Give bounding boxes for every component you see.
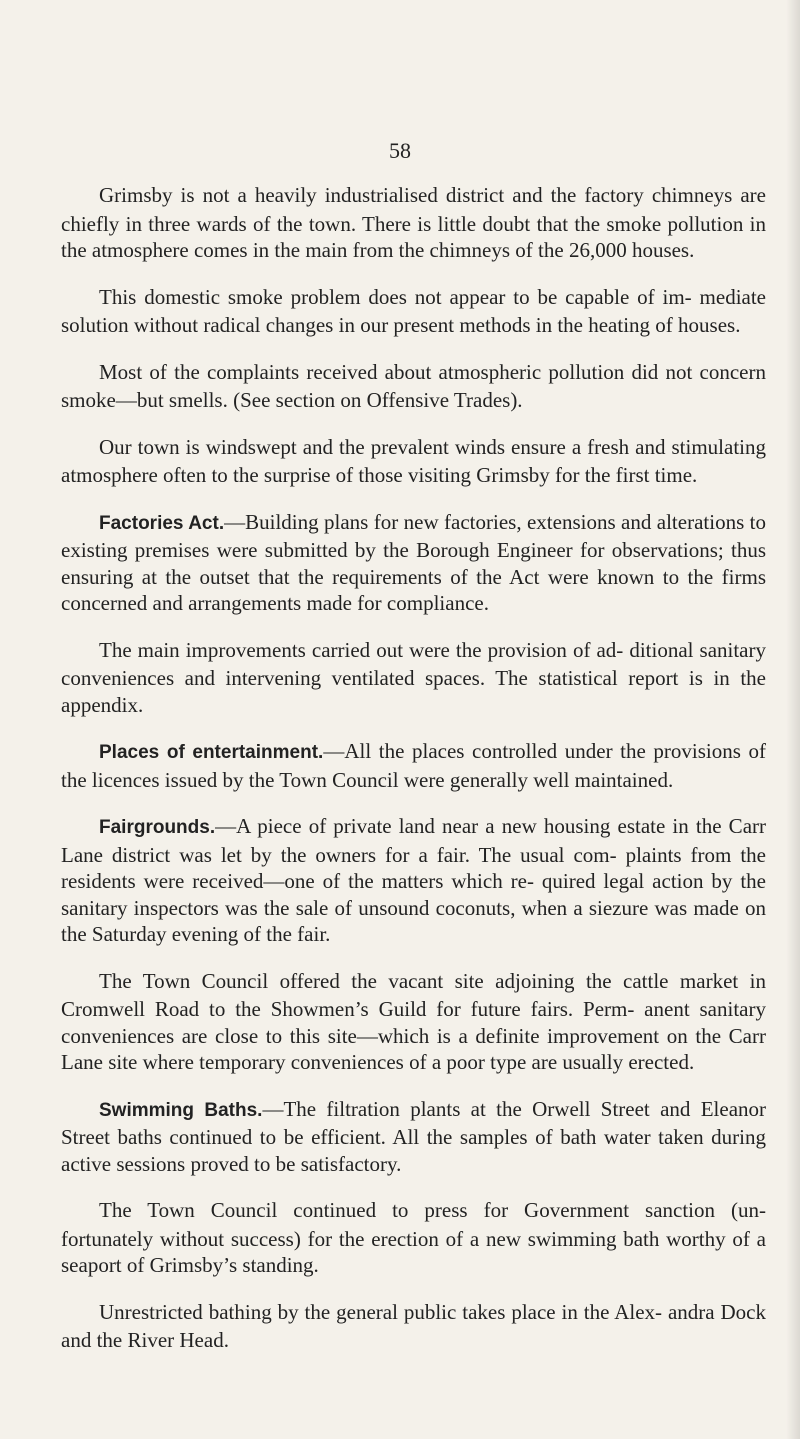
paragraph-complaints [61, 359, 766, 414]
paragraph-factories-act [61, 509, 766, 617]
paragraph-text: This domestic smoke problem does not appear to be capable of im- mediate solution without radical changes in our present methods in the heating of houses. [61, 284, 766, 337]
paragraph-domestic-smoke [61, 284, 766, 339]
section-heading-fairgrounds: Fairgrounds. [99, 817, 216, 838]
paragraph-text: Grimsby is not a heavily industrialised district and the factory chimneys are chiefly in three wards of the town. There is little doubt that the smoke pollution in the atmosphere comes in the main from the chimneys of the 26,000 houses. [61, 183, 766, 262]
paragraph-cattle-market-site [61, 968, 766, 1076]
section-heading-places-of-entertainment: Places of entertainment. [99, 742, 324, 763]
paragraph-text: —All the places controlled under the provisions of the licences issued by the Town Council were generally well maintained. [61, 739, 766, 792]
paragraph-text: Most of the complaints received about atmospheric pollution did not concern smoke—but smells. (See section on Offensive Trades). [61, 359, 766, 412]
paragraph-text: —A piece of private land near a new housing estate in the Carr Lane district was let by the owners for a fair. The usual com- plaints from the residents were received—one of the matters which re- quired legal action by the sanitary inspectors was the sale of unsound coconuts, when a siezure was made on the Saturday evening of the fair. [61, 814, 766, 946]
paragraph-new-swimming-bath [61, 1197, 766, 1279]
page-edge-shadow [786, 0, 800, 1439]
paragraph-text: The Town Council continued to press for Government sanction (un- fortunately without success) for the erection of a new swimming bath worthy of a seaport of Grimsby’s standing. [61, 1198, 766, 1277]
body-text [61, 182, 766, 1374]
paragraph-text: Unrestricted bathing by the general public takes place in the Alex- andra Dock and the River Head. [61, 1299, 766, 1352]
paragraph-text: —The filtration plants at the Orwell Street and Eleanor Street baths continued to be efficient. All the samples of bath water taken during active sessions proved to be satisfactory. [61, 1096, 767, 1176]
paragraph-text: The main improvements carried out were the provision of ad- ditional sanitary conveniences and intervening ventilated spaces. The statistical report is in the appendix. [61, 637, 766, 717]
paragraph-fairgrounds [61, 813, 766, 948]
paragraph-windswept [61, 434, 766, 489]
page-number: 58 [389, 138, 411, 163]
paragraph-places-of-entertainment [61, 738, 766, 793]
section-heading-swimming-baths: Swimming Baths. [99, 1099, 263, 1121]
paragraph-text: —Building plans for new factories, extensions and alterations to existing premises were submitted by the Borough Engineer for observations; thus ensuring at the outset that the requirements of the Act were known to the firms concerned and arrangements made for compliance. [61, 509, 766, 615]
paragraph-improvements [61, 637, 766, 719]
paragraph-text: The Town Council offered the vacant site adjoining the cattle market in Cromwell Road to the Showmen’s Guild for future fairs. Perm- anent sanitary conveniences are close to this site—which is a definite improvement on the Carr Lane site where temporary conveniences of a poor type are usually erected. [61, 968, 766, 1074]
paragraph-text: Our town is windswept and the prevalent winds ensure a fresh and stimulating atmosphere often to the surprise of those visiting Grimsby for the first time. [61, 434, 766, 487]
paragraph-industrialisation [61, 182, 766, 264]
section-heading-factories-act: Factories Act. [99, 512, 225, 534]
paragraph-unrestricted-bathing [61, 1299, 766, 1354]
paragraph-swimming-baths [61, 1096, 766, 1178]
